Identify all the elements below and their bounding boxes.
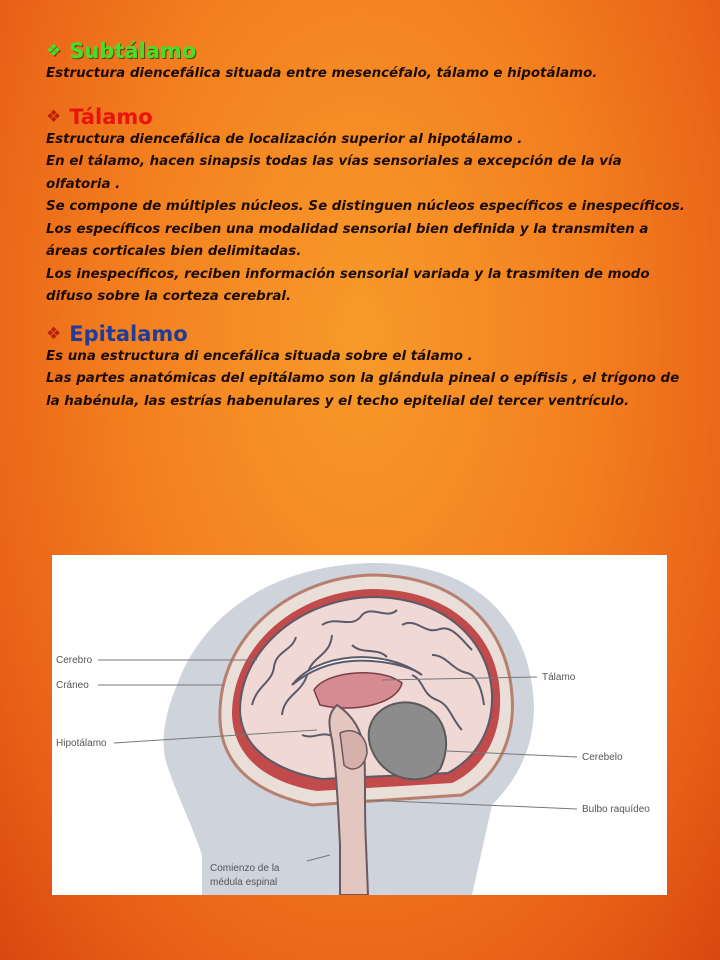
talamo-paragraph-4: Los específicos reciben una modalidad sensorial bien definida y la transmiten a áreas corticales bien delimitadas. [46,221,649,260]
talamo-paragraph-1: Estructura diencefálica de localización superior al hipotálamo . [46,131,523,147]
label-craneo: Cráneo [56,680,89,691]
label-bulbo-raquideo: Bulbo raquídeo [582,804,650,815]
label-talamo: Tálamo [542,672,576,683]
subtalamo-paragraph-1: Estructura diencefálica situada entre mesencéfalo, tálamo e hipotálamo. [46,66,598,82]
slide-text [46,40,686,425]
heading-epitalamo [46,323,686,346]
label-medula-line1: Comienzo de la [210,863,280,874]
talamo-paragraph-2: En el tálamo, hacen sinapsis todas las vías sensoriales a excepción de la vía olfatoria . [46,154,622,192]
talamo-paragraph-5: Los inespecíficos, reciben información sensorial variada y la trasmiten de modo difuso sobre la corteza cerebral. [46,266,650,305]
heading-subtalamo-text: Subtálamo [69,39,197,63]
heading-subtalamo [46,40,686,63]
diamond-bullet-icon: ❖ [46,323,62,344]
diamond-bullet-icon: ❖ [46,41,62,62]
heading-epitalamo-text: Epitalamo [69,321,188,346]
label-cerebelo: Cerebelo [582,752,623,763]
section-talamo [46,106,686,309]
label-cerebro: Cerebro [56,655,93,666]
talamo-paragraph-3: Se compone de múltiples núcleos. Se distinguen núcleos específicos e inespecíficos. [46,199,685,215]
diamond-bullet-icon: ❖ [46,106,62,127]
section-epitalamo [46,323,686,414]
brain-sagittal-illustration [52,555,667,895]
epitalamo-paragraph-1: Es una estructura di encefálica situada sobre el tálamo . [46,348,473,364]
label-hipotalamo: Hipotálamo [56,738,107,749]
epitalamo-paragraph-2: Las partes anatómicas del epitálamo son la glándula pineal o epífisis , el trígono de la habénula, las estrías habenulares y el techo epitelial del tercer ventrículo. [46,371,680,409]
heading-talamo-text: Tálamo [69,104,153,129]
heading-talamo [46,106,686,129]
section-subtalamo [46,40,686,86]
brain-diagram [52,555,667,895]
label-medula-line2: médula espinal [210,877,278,888]
